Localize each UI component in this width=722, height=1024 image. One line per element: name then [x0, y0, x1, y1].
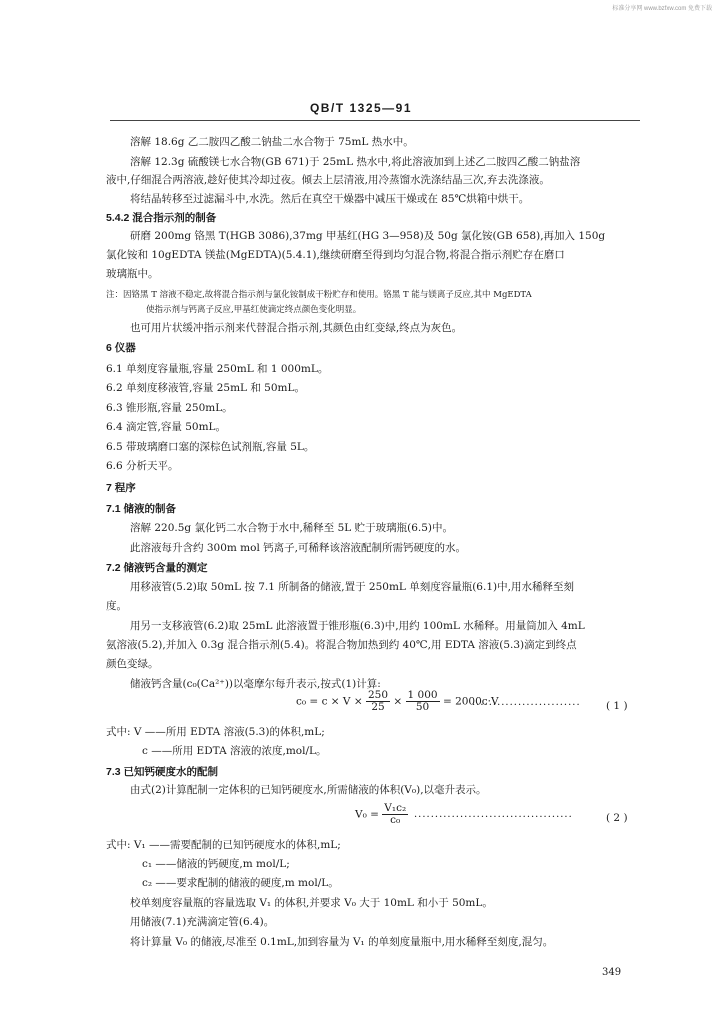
paragraph-line: 用储液(7.1)充满滴定管(6.4)。: [130, 916, 275, 928]
fraction: [406, 690, 440, 713]
chapter-heading: 7 程序: [106, 482, 136, 494]
formula-2: [355, 803, 408, 826]
list-item: 6.3 锥形瓶,容量 250mL。: [106, 402, 233, 414]
list-item: 6.4 滴定管,容量 50mL。: [106, 421, 227, 433]
fraction-denominator: 50: [415, 701, 430, 713]
formula-1-lhs: c₀ = c × V ×: [296, 695, 363, 708]
paragraph-line: 储液钙含量(c₀(Ca²⁺))以毫摩尔每升表示,按式(1)计算:: [130, 678, 381, 690]
fraction-numerator: V₁c₂: [384, 802, 407, 814]
formula-1-label: ( 1 ): [606, 700, 628, 712]
note-line: 使指示剂与钙离子反应,甲基红使滴定终点颜色变化明显。: [146, 305, 362, 315]
paragraph-line: 研磨 200mg 铬黑 T(HGB 3086),37mg 甲基红(HG 3—958)及 50g 氯化铵(GB 658),再加入 150g: [130, 230, 606, 242]
paragraph-line: 液中,仔细混合两溶液,趁好使其冷却过夜。倾去上层清液,用冷蒸馏水洗涤结晶三次,弃去洗涤液。: [106, 174, 550, 186]
formula-1-rhs: = 2000c·V: [442, 695, 499, 708]
leader-dots: ··························: [472, 700, 581, 711]
variable-definition: c₁ ——储液的钙硬度,m mol/L;: [142, 858, 290, 870]
times-sign: ×: [393, 695, 403, 708]
paragraph-line: 溶解 220.5g 氯化钙二水合物于水中,稀释至 5L 贮于玻璃瓶(6.5)中。: [130, 522, 454, 534]
paragraph-line: 用移液管(5.2)取 50mL 按 7.1 所制备的储液,置于 250mL 单刻度容量瓶(6.1)中,用水稀释至刻: [130, 581, 574, 593]
paragraph-line: 玻璃瓶中。: [106, 268, 159, 280]
variable-definition: 式中: V ——所用 EDTA 溶液(5.3)的体积,mL;: [106, 726, 325, 738]
paragraph-line: 校单刻度容量瓶的容量选取 V₁ 的体积,并要求 V₀ 大于 10mL 和小于 50mL。: [130, 897, 493, 909]
variable-definition: c ——所用 EDTA 溶液的浓度,mol/L。: [142, 745, 327, 757]
paragraph-line: 氯化铵和 10gEDTA 镁盐(MgEDTA)(5.4.1),继续研磨至得到均匀混合物,将混合指示剂贮存在磨口: [106, 249, 565, 261]
section-heading: 7.1 储液的制备: [106, 503, 177, 515]
header-rule: [110, 120, 640, 121]
section-heading: 5.4.2 混合指示剂的制备: [106, 212, 217, 224]
paragraph-line: 将计算量 V₀ 的储液,尽准至 0.1mL,加到容量为 V₁ 的单刻度量瓶中,用水稀释至刻度,混匀。: [130, 936, 554, 948]
page-number: 349: [602, 967, 622, 978]
paragraph-line: 将结晶转移至过滤漏斗中,水洗。然后在真空干燥器中减压干燥或在 85℃烘箱中烘干。: [130, 193, 530, 205]
leader-dots: ······································: [414, 812, 573, 823]
paragraph-line: 溶解 12.3g 硫酸镁七水合物(GB 671)于 25mL 热水中,将此溶液加到上述乙二胺四乙酸二钠盐溶: [130, 156, 581, 168]
paragraph-line: 溶解 18.6g 乙二胺四乙酸二钠盐二水合物于 75mL 热水中。: [130, 136, 414, 148]
page-header: QB/T 1325—91: [309, 101, 413, 115]
formula-2-label: ( 2 ): [606, 812, 628, 824]
fraction-numerator: 250: [367, 689, 389, 701]
variable-definition: 式中: V₁ ——需要配制的已知钙硬度水的体积,mL;: [106, 839, 341, 851]
list-item: 6.6 分析天平。: [106, 460, 179, 472]
fraction: [382, 803, 408, 826]
fraction-numerator: 1 000: [407, 689, 438, 701]
section-heading: 7.2 储液钙含量的测定: [106, 562, 208, 574]
list-item: 6.1 单刻度容量瓶,容量 250mL 和 1 000mL。: [106, 363, 329, 375]
fraction-denominator: c₀: [390, 814, 401, 826]
formula-2-lhs: V₀ =: [355, 808, 379, 821]
paragraph-line: 此溶液每升含约 300m mol 钙离子,可稀释该溶液配制所需钙硬度的水。: [130, 542, 466, 554]
paragraph-line: 也可用片状缓冲指示剂来代替混合指示剂,其颜色由红变绿,终点为灰色。: [130, 322, 463, 334]
list-item: 6.2 单刻度移液管,容量 25mL 和 50mL。: [106, 382, 305, 394]
paragraph-line: 由式(2)计算配制一定体积的已知钙硬度水,所需储液的体积(V₀),以毫升表示。: [130, 784, 487, 796]
paragraph-line: 氨溶液(5.2),并加入 0.3g 混合指示剂(5.4)。将混合物加热到约 40℃,用 EDTA 溶液(5.3)滴定到终点: [106, 639, 577, 651]
chapter-heading: 6 仪器: [106, 342, 136, 354]
fraction: [366, 690, 390, 713]
section-heading: 7.3 已知钙硬度水的配制: [106, 766, 219, 778]
paragraph-line: 颜色变绿。: [106, 658, 159, 670]
paragraph-line: 用另一支移液管(6.2)取 25mL 此溶液置于锥形瓶(6.3)中,用约 100mL 水稀释。用量筒加入 4mL: [130, 620, 585, 632]
fraction-denominator: 25: [371, 701, 385, 713]
watermark: 标准分享网 www.bzfxw.com 免费下载: [612, 6, 712, 12]
paragraph-line: 度。: [106, 600, 127, 612]
note-line: 注：因铬黑 T 溶液不稳定,故将混合指示剂与氯化铵制成干粉贮存和使用。铬黑 T 能与镁离子反应,其中 MgEDTA: [106, 290, 532, 300]
list-item: 6.5 带玻璃磨口塞的深棕色试剂瓶,容量 5L。: [106, 441, 315, 453]
formula-1: [296, 690, 499, 713]
variable-definition: c₂ ——要求配制的储液的硬度,m mol/L。: [142, 877, 339, 889]
